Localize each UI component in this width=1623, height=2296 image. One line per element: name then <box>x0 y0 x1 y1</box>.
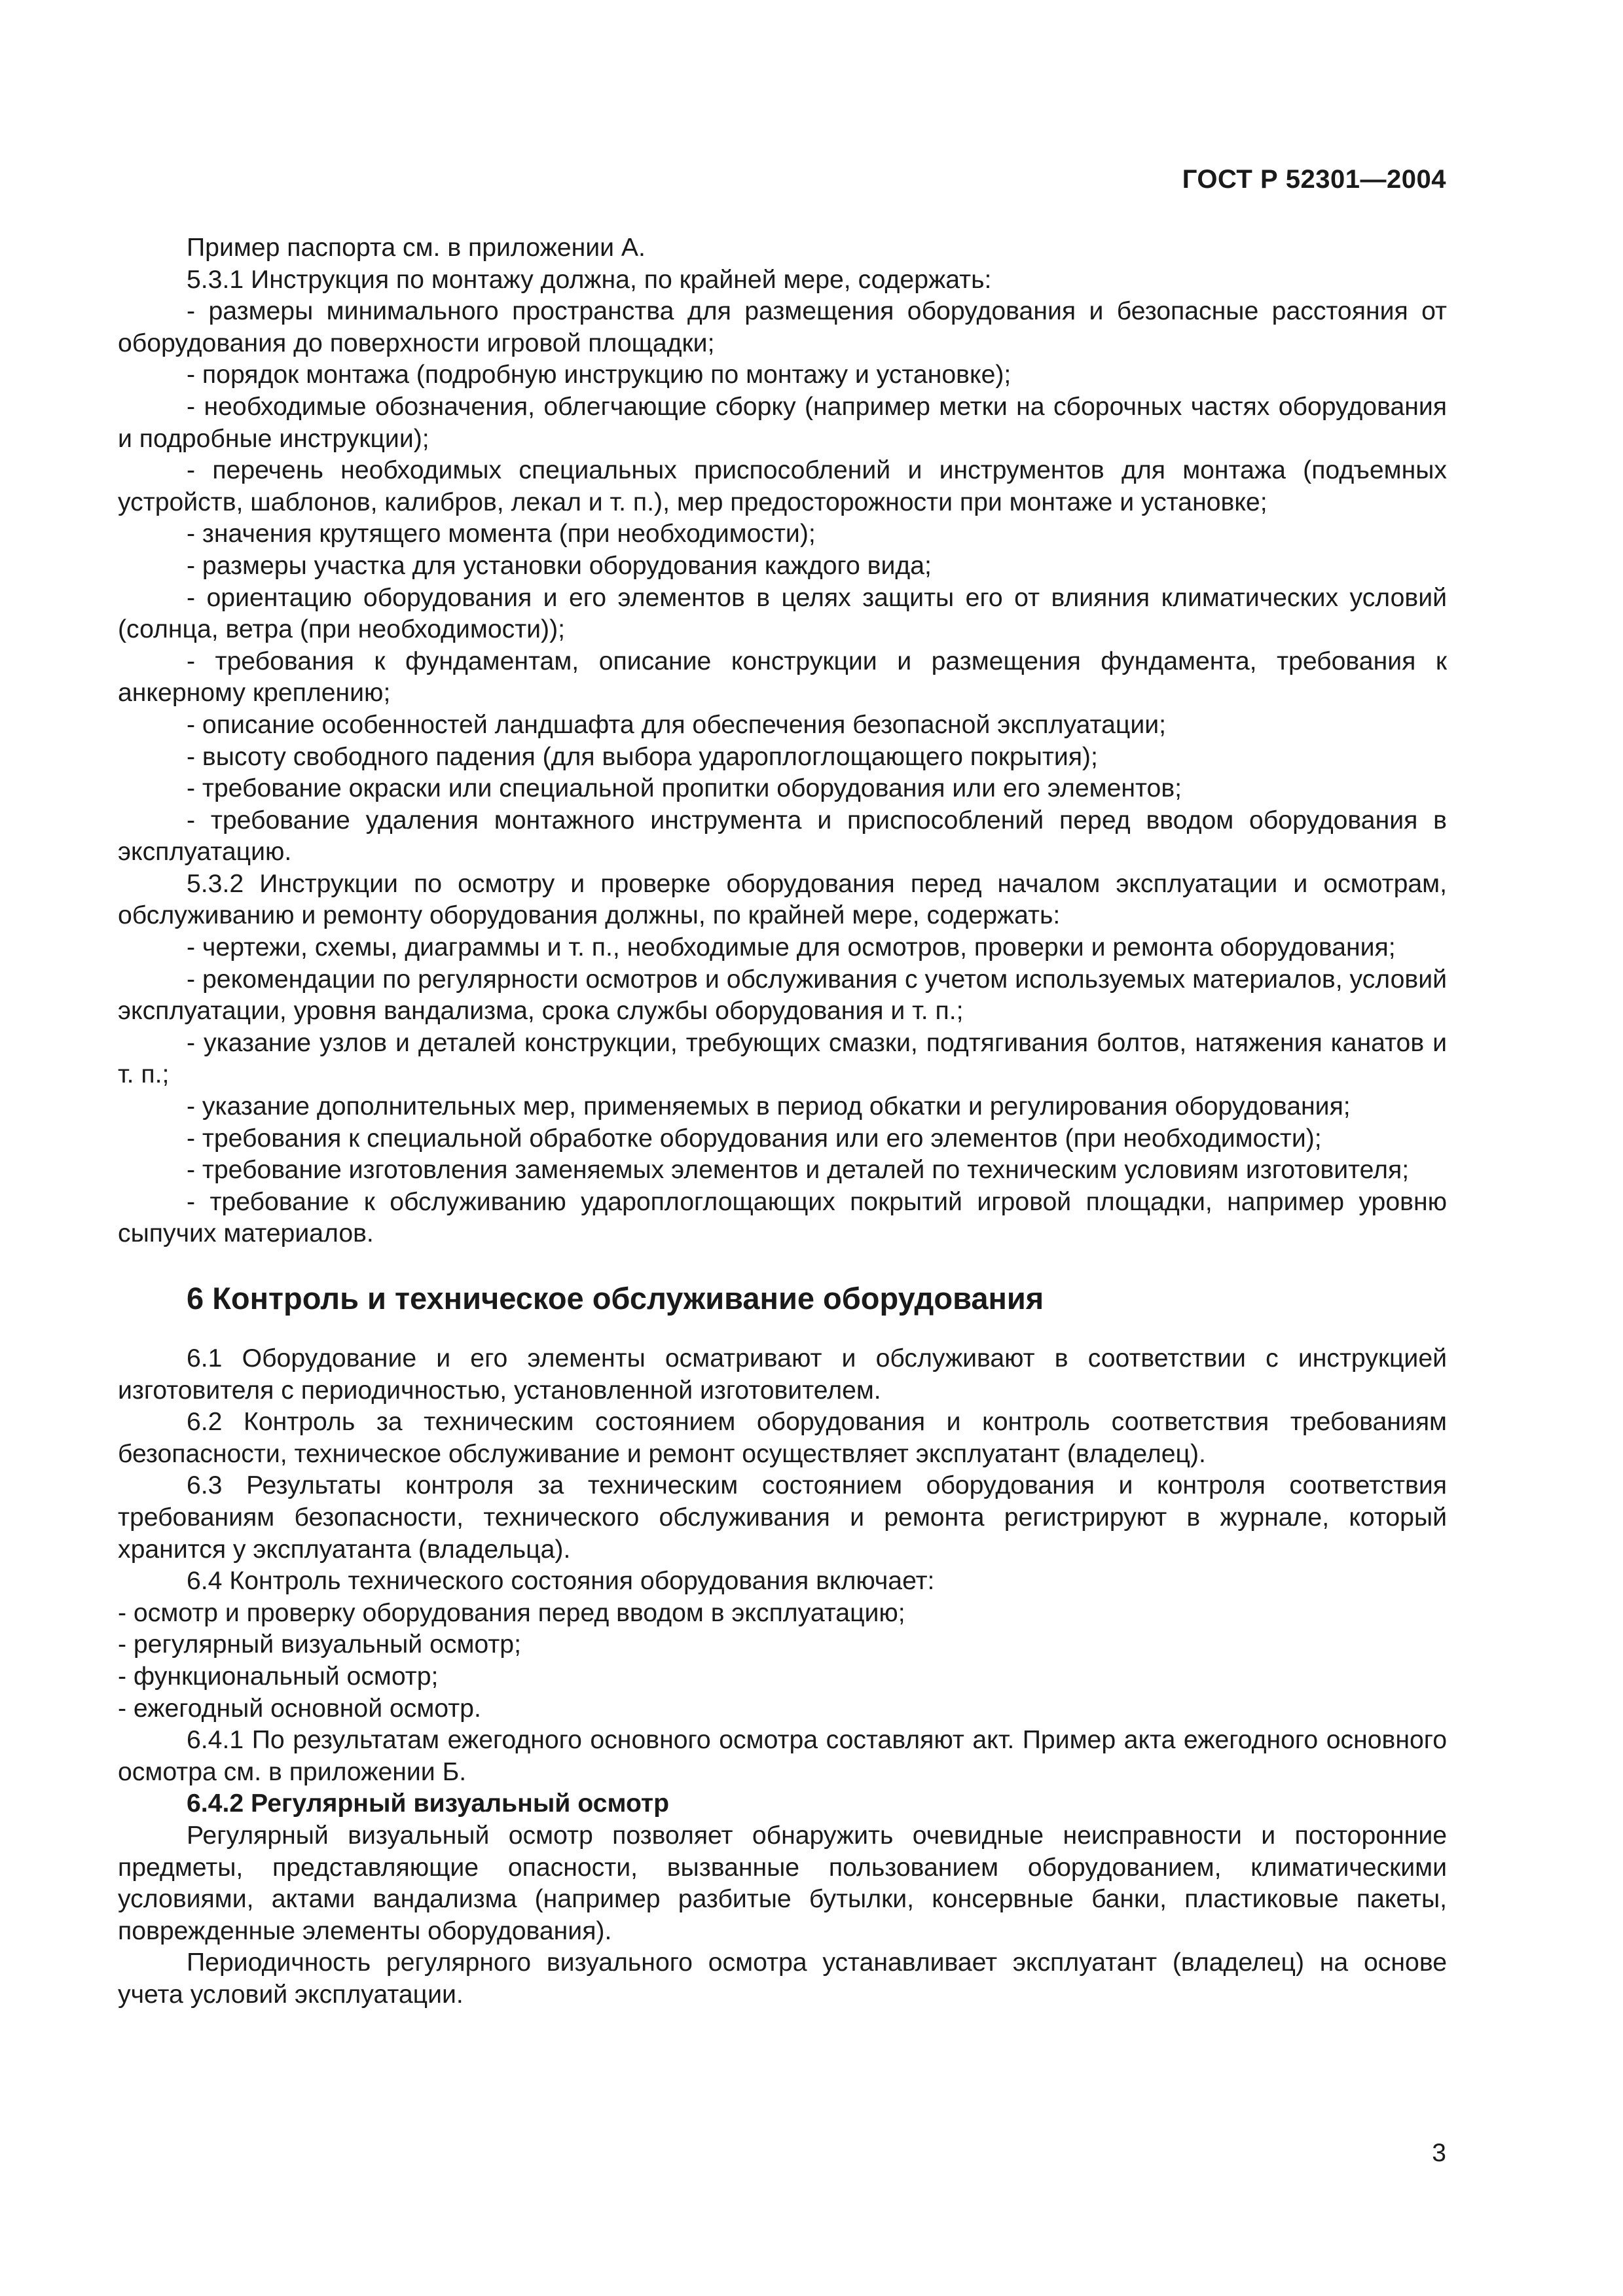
list-item: - высоту свободного падения (для выбора удароплоглощающего покрытия); <box>187 742 1098 771</box>
paragraph: 5.3.2 Инструкции по осмотру и проверке оборудования перед началом эксплуатации и осмотрам, обслуживанию и ремонту оборудования должны, по крайней мере, содержать: <box>118 869 1447 930</box>
list-item: - указание узлов и деталей конструкции, требующих смазки, подтягивания болтов, натяжения канатов и т. п.; <box>118 1028 1447 1089</box>
list-item: - описание особенностей ландшафта для обеспечения безопасной эксплуатации; <box>187 710 1167 739</box>
paragraph: Пример паспорта см. в приложении А. <box>187 234 646 262</box>
list-item: - размеры участка для установки оборудования каждого вида; <box>187 551 932 580</box>
paragraph: 6.1 Оборудование и его элементы осматривают и обслуживают в соответствии с инструкцией изготовителя с периодичностью, установленной изготовителем. <box>118 1344 1447 1405</box>
list-item: - перечень необходимых специальных приспособлений и инструментов для монтажа (подъемных устройств, шаблонов, калибров, лекал и т. п.), мер предосторожности при монтаже и установке; <box>118 456 1447 516</box>
list-item: - требование изготовления заменяемых элементов и деталей по техническим условиям изготовителя; <box>187 1156 1410 1185</box>
list-item: - необходимые обозначения, облегчающие сборку (например метки на сборочных частях оборудования и подробные инструкции); <box>118 392 1447 453</box>
list-item: - значения крутящего момента (при необходимости); <box>187 520 816 548</box>
document-body <box>118 232 1447 2011</box>
paragraph: 6.2 Контроль за техническим состоянием оборудования и контроль соответствия требованиям безопасности, техническое обслуживание и ремонт осуществляет эксплуатант (владелец). <box>118 1408 1447 1468</box>
list-item: - размеры минимального пространства для размещения оборудования и безопасные расстояния от оборудования до поверхности игровой площадки; <box>118 297 1447 357</box>
paragraph: 6.4.1 По результатам ежегодного основного осмотра составляют акт. Пример акта ежегодного основного осмотра см. в приложении Б. <box>118 1726 1447 1786</box>
list-item: - регулярный визуальный осмотр; <box>118 1630 521 1659</box>
list-item: - требования к фундаментам, описание конструкции и размещения фундамента, требования к анкерному креплению; <box>118 647 1447 708</box>
list-item: - функциональный осмотр; <box>118 1662 439 1691</box>
paragraph: 5.3.1 Инструкция по монтажу должна, по крайней мере, содержать: <box>187 265 992 294</box>
list-item: - требование удаления монтажного инструмента и приспособлений перед вводом оборудования в эксплуатацию. <box>118 806 1447 867</box>
list-item: - требования к специальной обработке оборудования или его элементов (при необходимости); <box>187 1124 1322 1153</box>
list-item: - чертежи, схемы, диаграммы и т. п., необходимые для осмотров, проверки и ремонта оборудования; <box>187 933 1396 962</box>
standard-code-header: ГОСТ Р 52301—2004 <box>1182 165 1446 194</box>
list-item: - требование к обслуживанию удароплоглощающих покрытий игровой площадки, например уровню сыпучих материалов. <box>118 1187 1447 1248</box>
paragraph: Периодичность регулярного визуального осмотра устанавливает эксплуатант (владелец) на основе учета условий эксплуатации. <box>118 1948 1447 2009</box>
subsection-heading: 6.4.2 Регулярный визуальный осмотр <box>187 1789 670 1818</box>
list-item: - порядок монтажа (подробную инструкцию по монтажу и установке); <box>187 361 1012 389</box>
list-item: - указание дополнительных мер, применяемых в период обкатки и регулирования оборудования; <box>187 1092 1351 1121</box>
list-item: - рекомендации по регулярности осмотров и обслуживания с учетом используемых материалов, условий эксплуатации, уровня вандализма, срока службы оборудования и т. п.; <box>118 965 1447 1026</box>
paragraph: Регулярный визуальный осмотр позволяет обнаружить очевидные неисправности и посторонние предметы, представляющие опасности, вызванные пользованием оборудованием, климатическими условиями, актами вандализма (например разбитые бутылки, консервные банки, пластиковые пакеты, поврежденные элементы оборудования). <box>118 1821 1447 1945</box>
list-item: - требование окраски или специальной пропитки оборудования или его элементов; <box>187 774 1182 803</box>
list-item: - осмотр и проверку оборудования перед вводом в эксплуатацию; <box>118 1598 905 1627</box>
list-item: - ежегодный основной осмотр. <box>118 1694 481 1723</box>
page-number: 3 <box>1432 2139 1446 2167</box>
list-item: - ориентацию оборудования и его элементов в целях защиты его от влияния климатических условий (солнца, ветра (при необходимости)); <box>118 583 1447 644</box>
paragraph: 6.3 Результаты контроля за техническим состоянием оборудования и контроля соответствия требованиям безопасности, технического обслуживания и ремонта регистрируют в журнале, который хранится у эксплуатанта (владельца). <box>118 1471 1447 1564</box>
section-heading: 6 Контроль и техническое обслуживание оборудования <box>187 1281 1044 1316</box>
paragraph: 6.4 Контроль технического состояния оборудования включает: <box>187 1567 935 1596</box>
